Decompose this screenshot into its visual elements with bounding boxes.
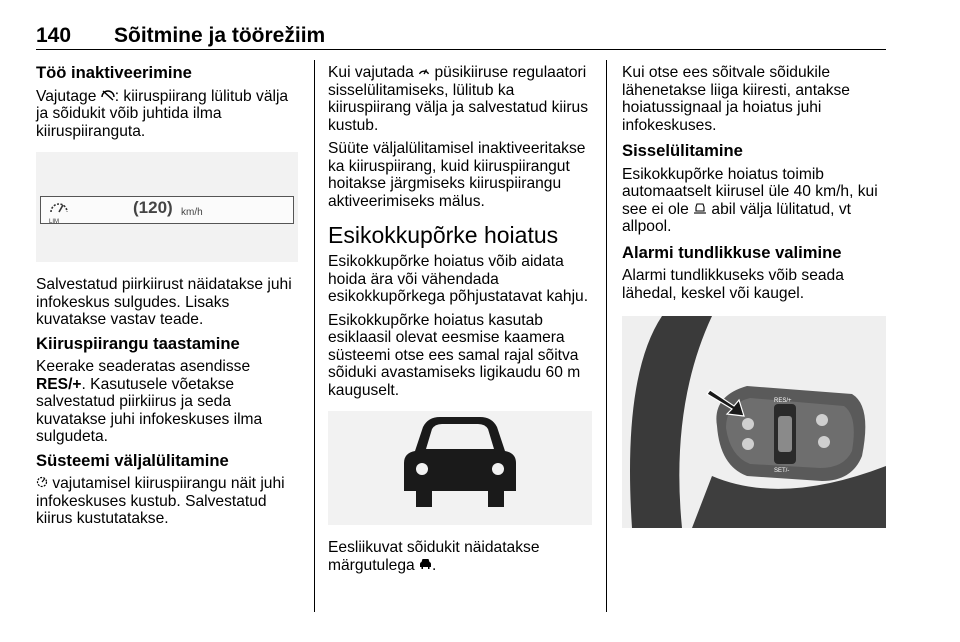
paragraph-cruise: Kui vajutada püsikiiruse regulaatori sisselülitamiseks, lülitub ka kiiruspiirang välja ja salvestatud kiirus kustub.: [328, 64, 589, 134]
steering-wheel-figure: [622, 316, 886, 528]
paragraph-fcw-intro: Esikokkupõrke hoiatus võib aidata hoida ära või vähendada esikokkupõrkega põhjustatavat kahju.: [328, 253, 589, 305]
collision-alert-icon: [693, 201, 707, 219]
display-bar: [40, 196, 294, 224]
paragraph-restore: Keerake seaderatas asendisse RES/+. Kasutusele võetakse salvestatud piirkiirus ja seda kuvatakse juhi infokeskuses ilma sulgudeta.: [36, 358, 263, 445]
cruise-control-icon: [418, 64, 430, 82]
paragraph-saved-speed: Salvestatud piirkiirust näidatakse juhi infokeskus sulgudes. Lisaks kuvatakse vastav teade.: [36, 276, 292, 328]
paragraph-deactivate: Vajutage : kiiruspiirang lülitub välja ja sõidukit võib juhtida ilma kiiruspiiranguta.: [36, 87, 289, 140]
stored-speed-value: (120): [133, 198, 173, 217]
limiter-display-figure: [36, 152, 298, 262]
steering-wheel-controls-image: [622, 316, 886, 528]
limiter-off-icon: [101, 88, 115, 106]
set-label: SET/-: [774, 468, 790, 474]
heading-switch-on: Sisselülitamine: [622, 141, 743, 160]
heading-forward-collision: Esikokkupõrke hoiatus: [328, 222, 559, 248]
vehicle-ahead-small-icon: [419, 557, 432, 575]
column-divider-1: [314, 60, 315, 612]
paragraph-ignition: Süüte väljalülitamisel inaktiveeritakse ka kiiruspiirang, kuid kiiruspiirangut hoitakse järgmiseks kiiruspiirangu aktiveerimiseks mälus.: [328, 140, 586, 210]
column-divider-2: [606, 60, 607, 612]
paragraph-switch-off: vajutamisel kiiruspiirangu näit juhi infokeskuses kustub. Salvestatud kiirus kustutatakse.: [36, 475, 285, 527]
vehicle-ahead-figure: [328, 411, 592, 525]
heading-switch-off: Süsteemi väljalülitamine: [36, 450, 229, 470]
paragraph-fcw-camera: Esikokkupõrke hoiatus kasutab esiklaasil olevat eesmise kaamera süsteemi otse ees samal rajal sõitva sõiduki avastamiseks ligikaudu 60 m kauguselt.: [328, 311, 581, 399]
chapter-title: Sõitmine ja töörežiim: [114, 24, 326, 47]
paragraph-warning: Kui otse ees sõitvale sõidukile lähenetakse liiga kiiresti, antakse hoiatussignaal ja hoiatus juhi infokeskuses.: [622, 64, 850, 134]
vehicle-ahead-icon: [328, 411, 592, 525]
heading-deactivate: Töö inaktiveerimine: [36, 63, 192, 82]
paragraph-sensitivity: Alarmi tundlikkuseks võib seada lähedal, keskel või kaugel.: [622, 267, 844, 302]
page-number: 140: [36, 24, 72, 47]
speed-unit: km/h: [181, 207, 203, 218]
lim-label: LIM: [49, 219, 60, 225]
column-3: [622, 64, 888, 528]
limiter-button-icon: [36, 475, 48, 493]
column-1: [36, 64, 300, 534]
heading-sensitivity: Alarmi tundlikkuse valimine: [622, 242, 842, 262]
res-label: RES/+: [774, 398, 792, 404]
paragraph-vehicle-indicator: Eesliikuvat sõidukit näidatakse märgutulega .: [328, 539, 540, 574]
page-header: [36, 24, 886, 52]
column-2: [328, 64, 594, 580]
header-rule: [36, 49, 886, 50]
heading-restore: Kiiruspiirangu taastamine: [36, 333, 240, 353]
paragraph-switch-on: Esikokkupõrke hoiatus toimib automaatselt kiirusel üle 40 km/h, kui see ei ole abil välja lülitatud, vt allpool.: [622, 165, 878, 235]
